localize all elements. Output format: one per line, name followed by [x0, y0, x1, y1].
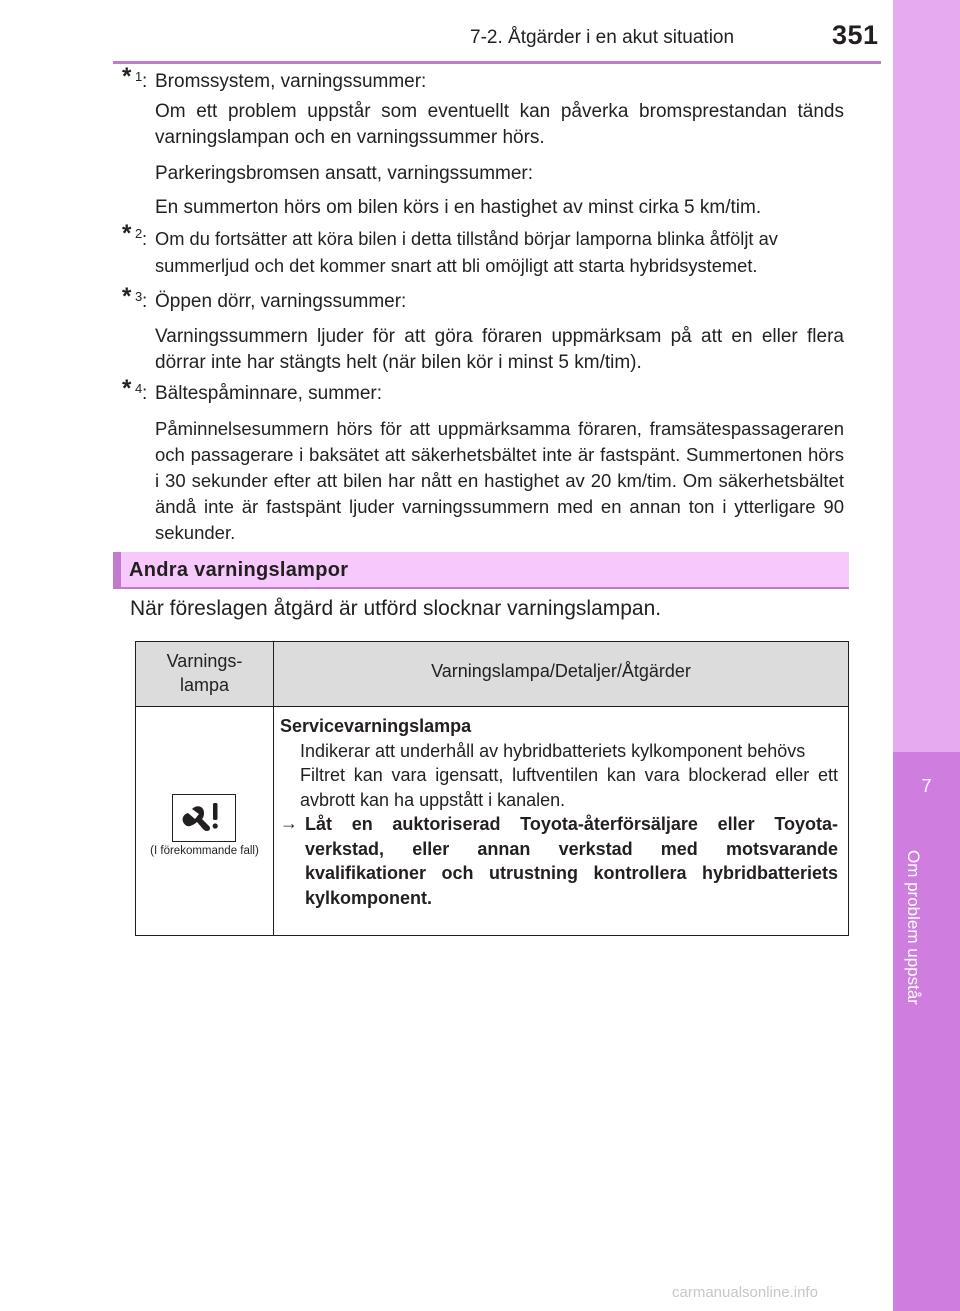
footnote-2: [122, 220, 844, 279]
section-rule: [113, 587, 849, 589]
header-section-title: 7-2. Åtgärder i en akut situation: [470, 27, 735, 48]
warning-lamp-table: [135, 641, 849, 936]
footnote-colon: :: [142, 228, 148, 249]
footnote-colon: :: [142, 291, 148, 312]
footnote-colon: :: [142, 71, 148, 92]
lamp-action-text: Låt en auktoriserad Toyota-återförsäljare eller Toyota-verkstad, eller annan verkstad med motsvarande kvalifikationer och utrustning kontrollera hybridbatteriets kylkomponent.: [305, 814, 838, 908]
section-heading: [113, 552, 849, 588]
table-cell-details: [280, 714, 838, 910]
footnote-number: 1: [135, 69, 143, 84]
page-number: 351: [832, 20, 879, 50]
footnote-paragraph: Varningssummern ljuder för att göra föraren uppmärksam på att en eller flera dörrar inte har stängts helt (när bilen kör i minst 5 km/tim).: [155, 326, 844, 373]
footnote-paragraph: En summerton hörs om bilen körs i en hastighet av minst cirka 5 km/tim.: [155, 197, 762, 218]
footnote-heading: Öppen dörr, varningssummer:: [155, 291, 407, 312]
footnote-number: 3: [135, 289, 143, 304]
section-intro: När föreslagen åtgärd är utförd slocknar varningslampan.: [130, 597, 662, 620]
footnote-colon: :: [142, 383, 148, 404]
table-header-details: Varningslampa/Detaljer/Åtgärder: [431, 661, 691, 681]
lamp-detail: Filtret kan vara igensatt, luftventilen kan vara blockerad eller ett avbrott kan ha uppstått i kanalen.: [300, 765, 838, 810]
footnote-paragraph: summerljud och det kommer snart att bli omöjligt att starta hybridsystemet.: [155, 255, 758, 276]
footnote-number: 2: [135, 226, 143, 241]
footnote-heading: Om du fortsätter att köra bilen i detta tillstånd börjar lamporna blinka åtföljt av: [155, 228, 778, 249]
chapter-title: [896, 850, 922, 1040]
footnote-4: [122, 375, 844, 546]
chapter-number: 7: [921, 776, 932, 796]
chapter-title-text: Om problem uppstår: [904, 850, 923, 1005]
table-column-divider: [273, 642, 274, 935]
footnote-3: [122, 283, 844, 376]
footnote-star: *: [122, 375, 132, 402]
footnote-paragraph: Om ett problem uppstår som eventuellt kan påverka bromsprestandan tänds varningslampan och en varningssummer hörs.: [155, 101, 844, 148]
footnote-heading: Bältespåminnare, summer:: [155, 383, 383, 404]
service-warning-icon: [172, 794, 236, 842]
footnote-star: *: [122, 63, 132, 90]
lamp-title: Servicevarningslampa: [280, 716, 472, 736]
section-title: Andra varningslampor: [129, 559, 349, 581]
footnote-star: *: [122, 220, 132, 247]
watermark: carmanualsonline.info: [672, 1284, 818, 1301]
service-warning-icon-graphic: [173, 795, 234, 840]
footnote-star: *: [122, 283, 132, 310]
footnote-1: [122, 63, 844, 221]
footnote-number: 4: [135, 381, 143, 396]
table-header-lamp: Varnings- lampa: [166, 651, 243, 695]
lamp-action: [280, 812, 838, 910]
arrow-icon: →: [280, 813, 298, 833]
icon-caption: (I förekommande fall): [150, 845, 259, 857]
lamp-detail: Indikerar att underhåll av hybridbatteriets kylkomponent behövs: [300, 740, 806, 761]
footnote-heading: Bromssystem, varningssummer:: [155, 71, 427, 92]
footnote-paragraph: Parkeringsbromsen ansatt, varningssummer:: [155, 163, 534, 184]
header-rule: [113, 61, 881, 64]
footnote-paragraph: Påminnelsesummern hörs för att uppmärksamma föraren, framsätespassageraren och passagerare i baksätet att säkerhetsbältet inte är fastspänt. Summertonen hörs i 30 sekunder efter att bilen har nått en hastighet av 20 km/tim. Om säkerhetsbältet ändå inte är fastspänt ljuder varningssummern med en annan ton i ytterligare 90 sekunder.: [155, 418, 844, 543]
